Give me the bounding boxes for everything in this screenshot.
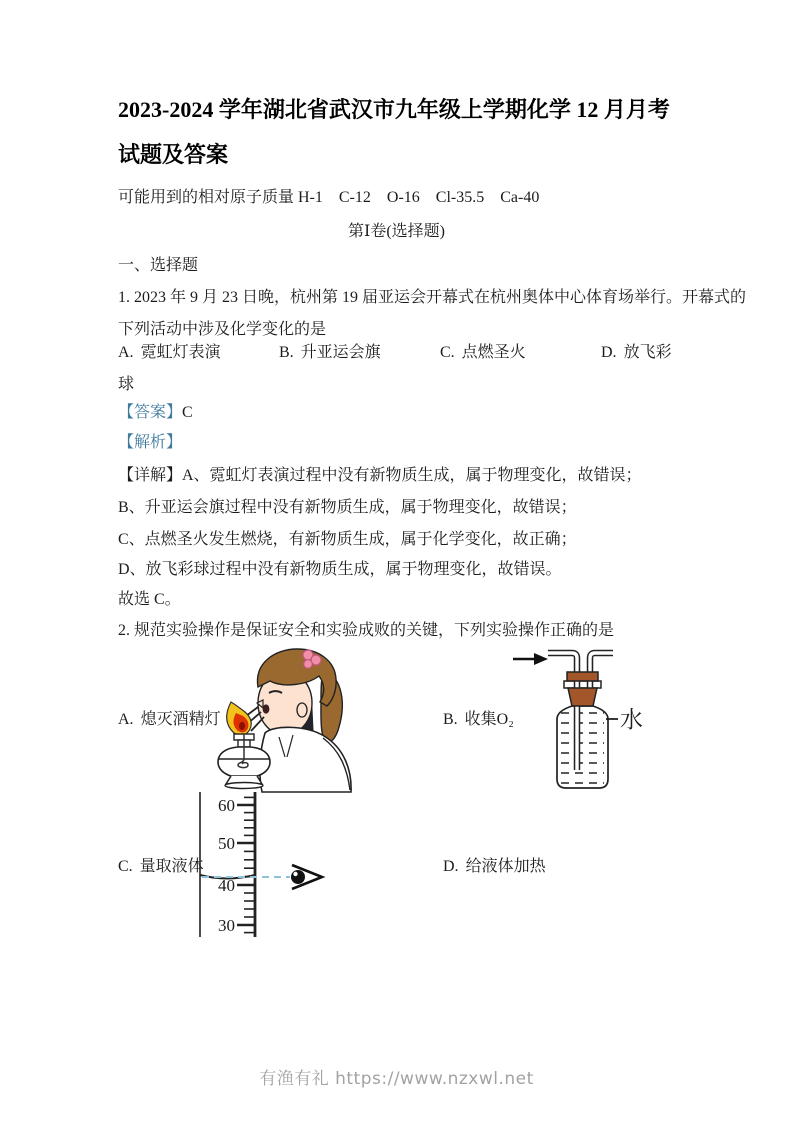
q1-explanation-line-1: 【详解】A、霓虹灯表演过程中没有新物质生成，属于物理变化，故错误； [118,467,642,484]
q1-answer-line [118,403,193,423]
illustration-blow-out-lamp [205,645,355,795]
svg-text:60: 60 [218,796,235,815]
section-heading: 第Ⅰ卷(选择题) [348,223,445,240]
q1-explanation-conclusion: 故选 C。 [118,591,181,608]
exam-title-line2: 试题及答案 [118,142,229,167]
flame-icon [227,702,252,735]
q1-explanation-line-3: C、点燃圣火发生燃烧，有新物质生成，属于化学变化，故正确； [118,531,577,548]
rubber-stopper [567,672,598,706]
q2-option-b-label: B. [443,711,458,728]
svg-text:30: 30 [218,916,235,935]
q1-option-a-text: 霓虹灯表演 [140,344,221,361]
question-1-stem-line1: 1. 2023 年 9 月 23 日晚，杭州第 19 届亚运会开幕式在杭州奥体中心体育场举行。开幕式的 [118,289,747,306]
exam-title-line1: 2023-2024 学年湖北省武汉市九年级上学期化学 12 月月考 [118,97,670,122]
question-1-options [118,337,679,401]
question-2-stem: 2. 规范实验操作是保证安全和实验成败的关键，下列实验操作正确的是 [118,622,615,639]
water-label: 水 [620,707,643,732]
q2-option-b [443,710,514,730]
q1-option-d-label: D. [601,344,617,361]
q2-option-a-text: 熄灭酒精灯 [140,711,221,728]
q2-option-d-text: 给液体加热 [465,858,546,875]
q1-option-b [279,337,440,369]
bottle-body [557,706,608,788]
q2-option-b-text: 收集O₂ [464,711,514,728]
gas-inlet-arrow-icon [513,653,548,665]
cylinder-scale-numbers [218,796,235,935]
q1-option-d-text: 放飞彩球 [118,344,672,393]
eye-icon [291,865,322,889]
q1-option-c [440,337,601,369]
stopper-collar [564,681,601,688]
analysis-label: 【解析】 [118,434,183,451]
illustration-graduated-cylinder [190,792,340,937]
q1-option-c-text: 点燃圣火 [461,344,526,361]
q1-option-b-text: 升亚运会旗 [300,344,381,361]
footer-watermark: 有渔有礼 https://www.nzxwl.net [259,1069,534,1089]
girl-body [260,727,351,792]
svg-text:50: 50 [218,834,235,853]
illustration-gas-bottle [505,643,655,793]
q2-option-c-text: 量取液体 [139,858,204,875]
girl-ear [297,703,307,717]
q2-option-a-label: A. [118,711,134,728]
q2-option-d-label: D. [443,858,459,875]
q1-explanation-line-4: D、放飞彩球过程中没有新物质生成，属于物理变化，故错误。 [118,561,562,578]
answer-label: 【答案】 [118,404,183,421]
part-heading: 一、选择题 [118,257,199,274]
q1-option-c-label: C. [440,344,455,361]
q2-option-d [443,857,546,877]
svg-text:40: 40 [218,876,235,895]
girl-mouth [263,704,270,713]
answer-value: C [182,404,193,421]
q1-analysis-label [118,433,182,453]
cylinder-major-ticks [237,805,255,925]
q1-option-a [118,337,279,369]
q1-option-a-label: A. [118,344,134,361]
q1-option-b-label: B. [279,344,294,361]
q2-option-c-label: C. [118,858,133,875]
cylinder-minor-ticks [244,797,255,932]
q1-explanation-line-2: B、升亚运会旗过程中没有新物质生成，属于物理变化，故错误； [118,499,577,516]
question-1-stem-line2: 下列活动中涉及化学变化的是 [118,321,327,338]
atomic-mass-note: 可能用到的相对原子质量 H-1 C-12 O-16 Cl-35.5 Ca-40 [118,189,540,206]
